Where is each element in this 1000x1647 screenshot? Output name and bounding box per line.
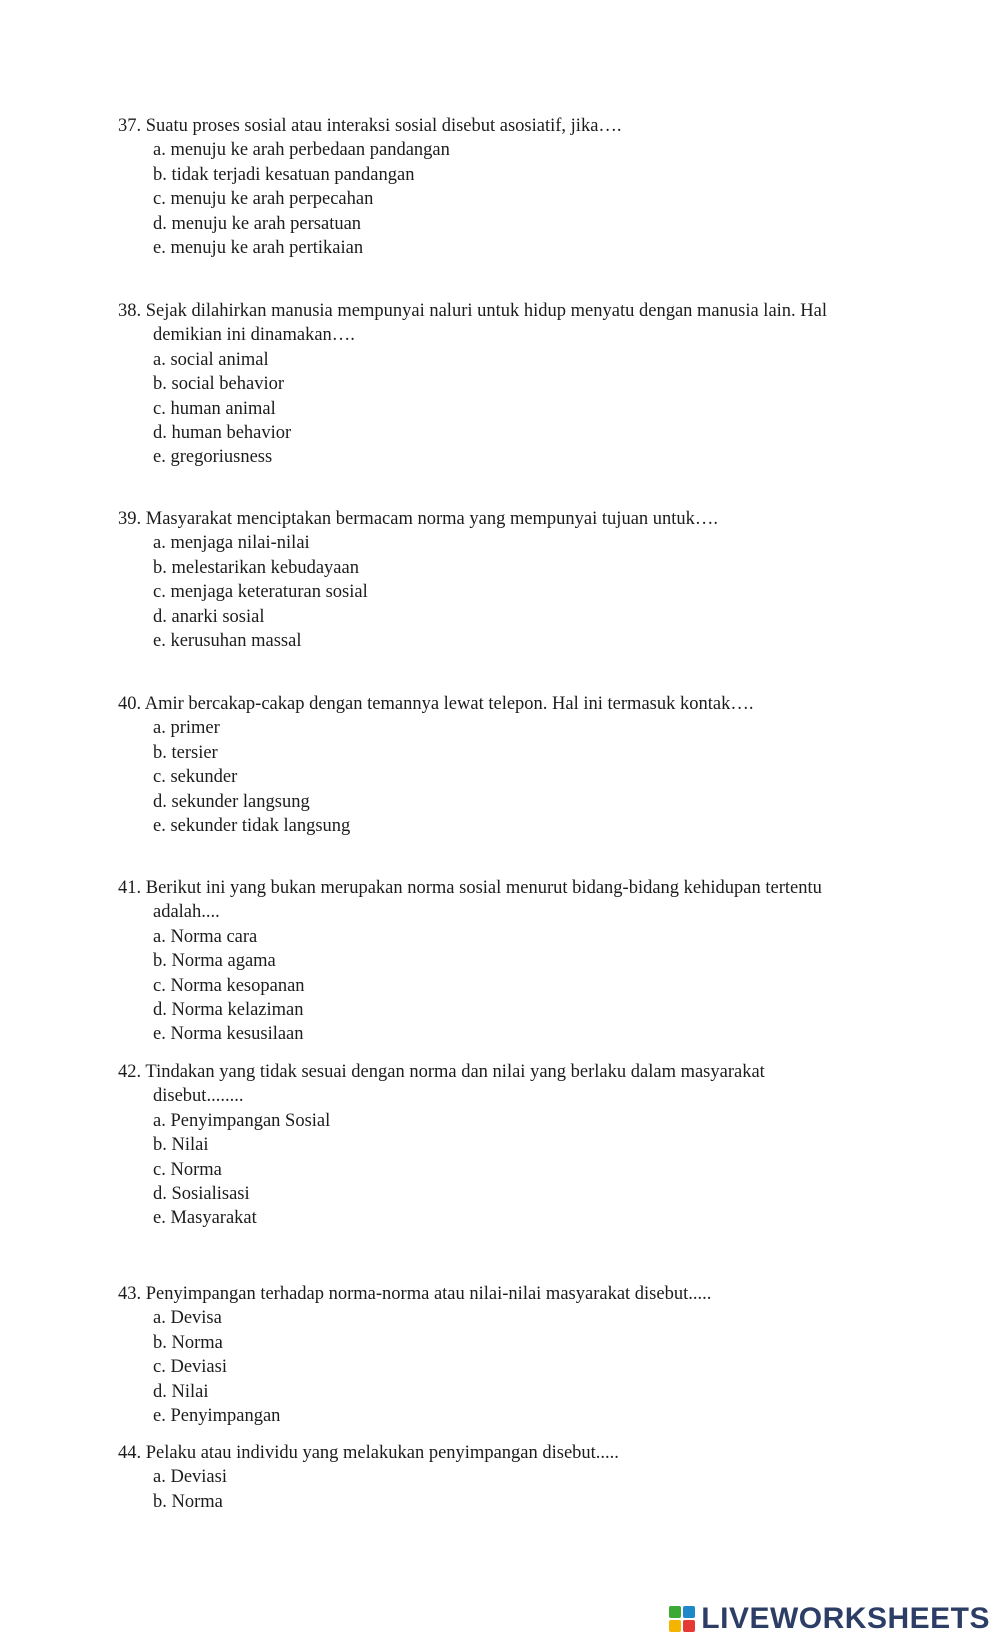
option-b[interactable]: b. Norma agama: [153, 951, 276, 972]
option-list: [118, 1109, 918, 1231]
option-a[interactable]: a. Penyimpangan Sosial: [153, 1110, 331, 1131]
question-41: [118, 876, 918, 1047]
option-d[interactable]: d. sekunder langsung: [153, 791, 310, 812]
option-list: [118, 1306, 918, 1428]
option-e[interactable]: e. sekunder tidak langsung: [153, 816, 351, 837]
option-a[interactable]: a. Norma cara: [153, 926, 258, 947]
question-stem: 40. Amir bercakap-cakap dengan temannya lewat telepon. Hal ini termasuk kontak….: [118, 694, 754, 714]
logo-text: LIVEWORKSHEETS: [701, 1602, 990, 1635]
option-b[interactable]: b. Norma: [153, 1491, 223, 1512]
option-d[interactable]: d. Sosialisasi: [153, 1184, 250, 1205]
option-c[interactable]: c. sekunder: [153, 767, 238, 788]
question-38: [118, 299, 918, 470]
logo-square: [669, 1606, 681, 1618]
option-c[interactable]: c. human animal: [153, 398, 276, 419]
option-list: [118, 716, 918, 838]
option-c[interactable]: c. Norma: [153, 1159, 222, 1180]
question-37: [118, 114, 918, 260]
option-b[interactable]: b. tersier: [153, 742, 218, 763]
option-e[interactable]: e. Penyimpangan: [153, 1406, 281, 1427]
option-b[interactable]: b. social behavior: [153, 374, 284, 395]
logo-square: [683, 1606, 695, 1618]
question-stem: 41. Berikut ini yang bukan merupakan norma sosial menurut bidang-bidang kehidupan tertentu adalah....: [118, 876, 918, 925]
option-d[interactable]: d. menuju ke arah persatuan: [153, 213, 362, 234]
option-list: [118, 925, 918, 1047]
option-b[interactable]: b. melestarikan kebudayaan: [153, 557, 359, 578]
option-c[interactable]: c. Norma kesopanan: [153, 975, 305, 996]
option-e[interactable]: e. gregoriusness: [153, 447, 273, 468]
option-e[interactable]: e. Masyarakat: [153, 1208, 257, 1229]
option-a[interactable]: a. Devisa: [153, 1308, 222, 1329]
question-stem-continued: demikian ini dinamakan….: [153, 325, 355, 346]
option-a[interactable]: a. Deviasi: [153, 1467, 227, 1488]
option-d[interactable]: d. Norma kelaziman: [153, 1000, 304, 1021]
logo-square: [683, 1620, 695, 1632]
option-list: [118, 1465, 918, 1514]
question-stem: 44. Pelaku atau individu yang melakukan penyimpangan disebut.....: [118, 1443, 619, 1463]
question-40: [118, 692, 918, 838]
question-stem-continued: disebut........: [153, 1086, 244, 1107]
question-stem: 37. Suatu proses sosial atau interaksi sosial disebut asosiatif, jika….: [118, 116, 622, 136]
option-c[interactable]: c. menuju ke arah perpecahan: [153, 189, 374, 210]
option-a[interactable]: a. social animal: [153, 349, 269, 370]
question-42: [118, 1060, 918, 1231]
question-39: [118, 507, 918, 653]
option-d[interactable]: d. human behavior: [153, 423, 292, 444]
option-b[interactable]: b. tidak terjadi kesatuan pandangan: [153, 164, 415, 185]
question-stem: 38. Sejak dilahirkan manusia mempunyai naluri untuk hidup menyatu dengan manusia lain. Hal demikian ini dinamakan….: [118, 299, 918, 348]
question-stem: 43. Penyimpangan terhadap norma-norma atau nilai-nilai masyarakat disebut.....: [118, 1284, 712, 1304]
option-a[interactable]: a. primer: [153, 718, 220, 739]
option-list: [118, 348, 918, 470]
option-d[interactable]: d. Nilai: [153, 1381, 209, 1402]
option-e[interactable]: e. kerusuhan massal: [153, 631, 302, 652]
option-e[interactable]: e. menuju ke arah pertikaian: [153, 238, 364, 259]
option-d[interactable]: d. anarki sosial: [153, 606, 265, 627]
logo-square: [669, 1620, 681, 1632]
question-44: [118, 1441, 918, 1514]
option-c[interactable]: c. Deviasi: [153, 1357, 227, 1378]
option-a[interactable]: a. menjaga nilai-nilai: [153, 533, 310, 554]
option-b[interactable]: b. Nilai: [153, 1135, 209, 1156]
option-e[interactable]: e. Norma kesusilaan: [153, 1024, 304, 1045]
option-list: [118, 138, 918, 260]
question-stem: 42. Tindakan yang tidak sesuai dengan norma dan nilai yang berlaku dalam masyarakat disebut........: [118, 1060, 918, 1109]
option-b[interactable]: b. Norma: [153, 1332, 223, 1353]
question-43: [118, 1282, 918, 1428]
option-c[interactable]: c. menjaga keteraturan sosial: [153, 582, 368, 603]
liveworksheets-logo: [669, 1601, 990, 1637]
liveworksheets-logo-icon: [669, 1606, 695, 1632]
question-stem: 39. Masyarakat menciptakan bermacam norma yang mempunyai tujuan untuk….: [118, 509, 719, 529]
question-stem-continued: adalah....: [153, 902, 220, 923]
option-list: [118, 531, 918, 653]
option-a[interactable]: a. menuju ke arah perbedaan pandangan: [153, 140, 450, 161]
